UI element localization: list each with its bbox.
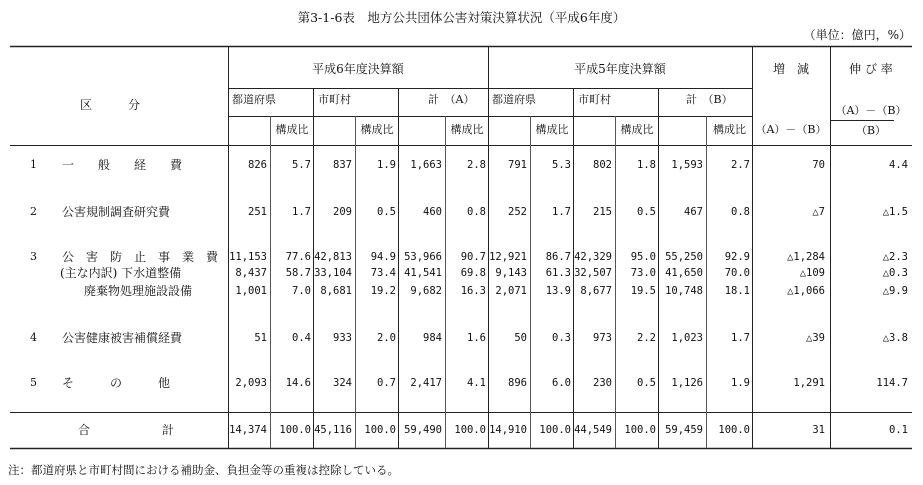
table-cell: 92.9 — [724, 251, 750, 263]
total-cell: 100.0 — [624, 424, 656, 436]
table-cell: 1.7 — [292, 206, 311, 218]
table-cell: 42,813 — [314, 251, 352, 263]
total-cell: 100.0 — [539, 424, 571, 436]
table-cell: 251 — [248, 206, 267, 218]
total-label: 合 計 — [78, 423, 175, 437]
table-cell: △1,066 — [787, 285, 825, 297]
total-cell: 100.0 — [364, 424, 396, 436]
table-cell: 460 — [423, 206, 442, 218]
header-pref-5: 都道府県 — [492, 93, 536, 106]
row-label: (主な内訳) 下水道整備 — [60, 266, 182, 280]
header-fy6: 平成6年度決算額 — [312, 62, 404, 76]
table-cell: 1,291 — [793, 377, 825, 389]
table-cell: 1,663 — [410, 159, 442, 171]
table-cell: 86.7 — [545, 251, 571, 263]
row-label: 廃棄物処理施設設備 — [84, 284, 193, 298]
table-cell: 5.3 — [552, 159, 571, 171]
table-cell: 70 — [812, 159, 825, 171]
table-cell: 58.7 — [285, 267, 311, 279]
table-cell: 77.6 — [285, 251, 311, 263]
table-cell: 1.7 — [552, 206, 571, 218]
table-cell: 69.8 — [460, 267, 486, 279]
table-cell: 0.5 — [637, 206, 656, 218]
table-cell: 10,748 — [665, 285, 703, 297]
table-cell: 90.7 — [460, 251, 486, 263]
table-cell: 1,593 — [671, 159, 703, 171]
table-cell: 70.0 — [724, 267, 750, 279]
row-number: 2 — [30, 205, 37, 218]
table-cell: 41,541 — [404, 267, 442, 279]
total-cell: 45,116 — [314, 424, 352, 436]
header-category: 区 分 — [80, 98, 141, 112]
total-cell: 100.0 — [279, 424, 311, 436]
table-cell: 8,677 — [580, 285, 612, 297]
table-cell: 984 — [423, 332, 442, 344]
header-ratio: 構成比 — [450, 123, 484, 136]
table-cell: 2,093 — [235, 377, 267, 389]
table-cell: 2.0 — [377, 332, 396, 344]
table-cell: 50 — [514, 332, 527, 344]
table-cell: 973 — [593, 332, 612, 344]
header-fy5: 平成5年度決算額 — [574, 62, 666, 76]
table-cell: 791 — [508, 159, 527, 171]
table-cell: 2,417 — [410, 377, 442, 389]
table-cell: △109 — [799, 267, 825, 279]
row-label: 公害健康被害補償経費 — [62, 331, 183, 345]
table-cell: 837 — [333, 159, 352, 171]
table-cell: 73.4 — [370, 267, 396, 279]
total-cell: 59,490 — [404, 424, 442, 436]
table-cell: 0.3 — [552, 332, 571, 344]
row-number: 4 — [30, 331, 37, 344]
header-growth-den: （B） — [855, 124, 887, 137]
total-cell: 44,549 — [574, 424, 612, 436]
table-cell: 230 — [593, 377, 612, 389]
table-cell: △9.9 — [882, 285, 908, 297]
table-cell: 94.9 — [370, 251, 396, 263]
total-cell: 0.1 — [889, 424, 908, 436]
table-cell: 0.8 — [731, 206, 750, 218]
table-cell: 2.7 — [731, 159, 750, 171]
table-cell: 9,143 — [495, 267, 527, 279]
table-title: 第3-1-6表 地方公共団体公害対策決算状況（平成6年度） — [297, 10, 626, 25]
table-cell: 19.2 — [370, 285, 396, 297]
table-cell: 42,329 — [574, 251, 612, 263]
table-cell: 41,650 — [665, 267, 703, 279]
table-cell: 2.2 — [637, 332, 656, 344]
header-muni-5: 市町村 — [578, 93, 611, 106]
table-cell: 802 — [593, 159, 612, 171]
total-cell: 59,459 — [665, 424, 703, 436]
table-cell: 13.9 — [545, 285, 571, 297]
table-cell: 0.5 — [377, 206, 396, 218]
footnote: 注：都道府県と市町村間における補助金、負担金等の重複は控除している。 — [8, 463, 399, 477]
table-cell: 32,507 — [574, 267, 612, 279]
table-cell: 0.7 — [377, 377, 396, 389]
table-cell: 9,682 — [410, 285, 442, 297]
row-label: そ の 他 — [62, 376, 171, 390]
total-cell: 14,910 — [489, 424, 527, 436]
table-cell: 53,966 — [404, 251, 442, 263]
table-cell: 467 — [684, 206, 703, 218]
table-cell: 51 — [254, 332, 267, 344]
table-cell: 14.6 — [285, 377, 311, 389]
table-cell: 1,001 — [235, 285, 267, 297]
table-cell: 209 — [333, 206, 352, 218]
table-cell: 73.0 — [630, 267, 656, 279]
header-ratio: 構成比 — [713, 123, 746, 136]
header-pref-6: 都道府県 — [232, 93, 276, 106]
row-number: 3 — [30, 250, 37, 263]
table-cell: 8,437 — [235, 267, 267, 279]
table-cell: 1.7 — [731, 332, 750, 344]
table-cell: △1,284 — [787, 251, 825, 263]
header-muni-6: 市町村 — [318, 93, 351, 106]
table-cell: △1.5 — [882, 206, 908, 218]
table-cell: △39 — [806, 332, 825, 344]
total-cell: 100.0 — [454, 424, 486, 436]
table-cell: 1,023 — [671, 332, 703, 344]
header-ratio: 構成比 — [535, 123, 569, 136]
table-cell: 1.8 — [637, 159, 656, 171]
table-cell: 12,921 — [489, 251, 527, 263]
table-cell: 215 — [593, 206, 612, 218]
table-cell: △0.3 — [882, 267, 908, 279]
row-label: 一 般 経 費 — [62, 158, 183, 172]
table-cell: 896 — [508, 377, 527, 389]
total-cell: 14,374 — [229, 424, 267, 436]
row-label: 公害規制調査研究費 — [62, 205, 171, 219]
table-cell: 0.8 — [467, 206, 486, 218]
total-cell: 31 — [812, 424, 825, 436]
table-cell: △3.8 — [882, 332, 908, 344]
table-cell: 8,681 — [320, 285, 352, 297]
table-cell: 19.5 — [630, 285, 656, 297]
header-change-formula: （A）－（B） — [755, 123, 827, 136]
table-cell: 5.7 — [292, 159, 311, 171]
header-ratio: 構成比 — [360, 123, 394, 136]
header-total-b: 計 （B） — [686, 93, 733, 106]
table-cell: 1.9 — [377, 159, 396, 171]
table-cell: 0.5 — [637, 377, 656, 389]
header-change: 増 減 — [772, 62, 809, 76]
table-cell: 324 — [333, 377, 352, 389]
table-cell: 55,250 — [665, 251, 703, 263]
table-cell: 18.1 — [724, 285, 750, 297]
row-number: 1 — [30, 158, 37, 171]
table-cell: 114.7 — [876, 377, 908, 389]
header-total-a: 計 （A） — [428, 93, 475, 106]
table-cell: 4.4 — [889, 159, 908, 171]
table-cell: 95.0 — [630, 251, 656, 263]
table-cell: 1,126 — [671, 377, 703, 389]
table-cell: 4.1 — [467, 377, 486, 389]
table-cell: △7 — [812, 206, 825, 218]
unit-label: （単位：億円，%） — [803, 28, 911, 42]
header-growth: 伸 び 率 — [849, 62, 893, 76]
table-cell: 1.9 — [731, 377, 750, 389]
table-cell: 6.0 — [552, 377, 571, 389]
total-cell: 100.0 — [718, 424, 750, 436]
table-cell: 826 — [248, 159, 267, 171]
table-cell: 252 — [508, 206, 527, 218]
header-growth-num: （A）－（B） — [835, 104, 907, 117]
row-label: 公 害 防 止 事 業 費 — [62, 250, 219, 264]
table-cell: 7.0 — [292, 285, 311, 297]
table-cell: 0.4 — [292, 332, 311, 344]
table-cell: 2,071 — [495, 285, 527, 297]
table-cell: 2.8 — [467, 159, 486, 171]
header-ratio: 構成比 — [620, 123, 654, 136]
table-cell: 1.6 — [467, 332, 486, 344]
row-number: 5 — [30, 376, 37, 389]
table-cell: 61.3 — [545, 267, 571, 279]
table-cell: △2.3 — [882, 251, 908, 263]
table-cell: 933 — [333, 332, 352, 344]
header-ratio: 構成比 — [275, 123, 309, 136]
table-cell: 16.3 — [460, 285, 486, 297]
table-cell: 11,153 — [229, 251, 267, 263]
table-cell: 33,104 — [314, 267, 352, 279]
